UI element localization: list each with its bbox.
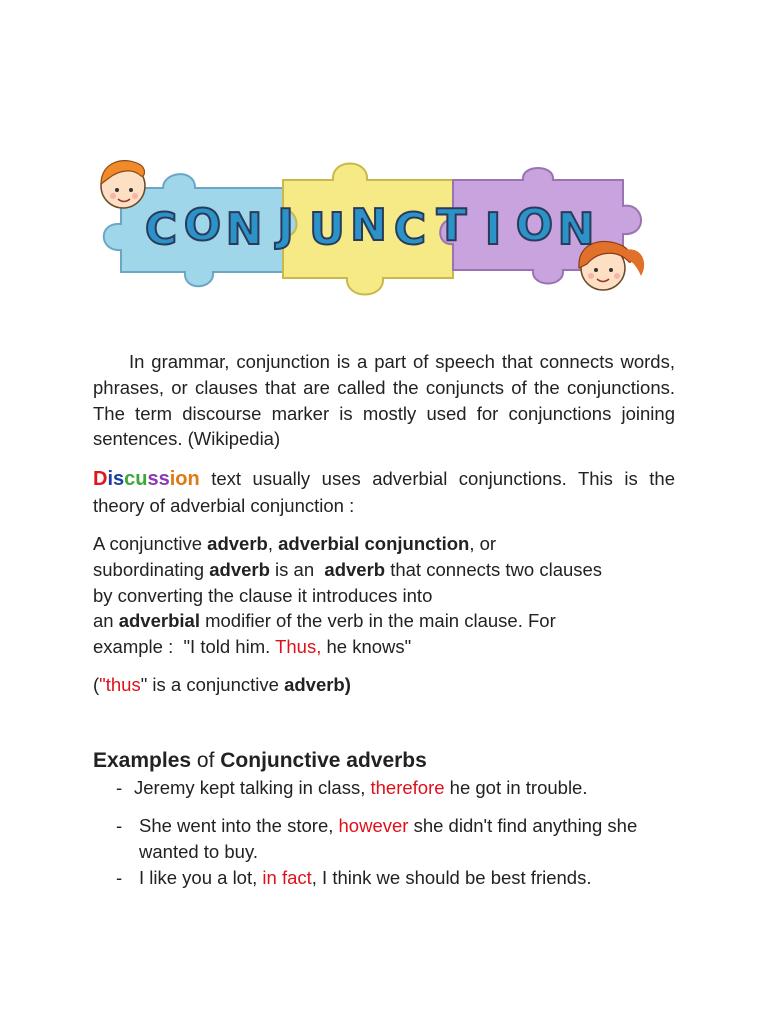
bold-term: adverb <box>207 533 268 554</box>
text: an <box>93 610 119 632</box>
discussion-letter: n <box>187 468 200 490</box>
text: " is a conjunctive <box>140 674 285 695</box>
text: , or <box>469 533 497 554</box>
bold-term: adverb <box>209 558 270 580</box>
discussion-letter: s <box>113 468 125 490</box>
discussion-paragraph <box>93 466 675 519</box>
list-item <box>116 775 676 801</box>
text: , I think we should be best friends. <box>311 867 592 888</box>
banner-letter: T <box>436 200 467 251</box>
highlight-word: "thus <box>99 674 141 695</box>
bold-term: adverb) <box>284 674 351 695</box>
banner-title <box>145 200 595 255</box>
text: ( <box>93 674 100 695</box>
banner-letter: C <box>393 204 427 255</box>
text: She went into the store, <box>139 815 339 836</box>
heading-bold: Conjunctive adverbs <box>220 749 427 772</box>
banner-letter: O <box>183 200 222 251</box>
intro-text: In grammar, conjunction is a part of speech that connects words, phrases, or clauses that are called the conjuncts of the conjunctions. The term discourse marker is mostly used for conjunctions joining sentences. (Wikipedia) <box>93 351 675 450</box>
text: subordinating <box>93 558 210 580</box>
highlight-word: however <box>338 815 409 836</box>
theory-paragraph <box>93 531 675 660</box>
list-dash: - <box>116 815 123 836</box>
boy-cartoon <box>101 161 145 208</box>
discussion-letter: s <box>147 468 159 490</box>
discussion-letter: i <box>107 468 114 490</box>
note-paragraph <box>93 672 675 698</box>
bold-term: adverb <box>324 558 386 580</box>
text: by converting the clause it introduces into <box>93 584 433 606</box>
heading-bold: Examples <box>93 749 192 772</box>
list-item <box>116 813 676 865</box>
text: , <box>267 533 279 554</box>
discussion-letter: s <box>158 468 170 490</box>
discussion-letter: i <box>169 468 176 490</box>
discussion-letter: o <box>175 468 188 490</box>
conjunction-banner <box>93 150 649 305</box>
list-item <box>116 865 676 891</box>
discussion-letter: c <box>124 468 136 490</box>
discussion-letter: u <box>135 468 148 490</box>
text: that connects two clauses <box>385 558 603 580</box>
banner-letter: U <box>309 204 345 255</box>
banner-letter: C <box>144 204 178 255</box>
text: modifier of the verb in the main clause. For <box>199 610 556 632</box>
examples-heading <box>93 747 427 775</box>
list-dash: - <box>116 867 123 888</box>
text: he knows" <box>321 636 412 658</box>
text: is an <box>269 558 325 580</box>
bold-term: adverbial <box>118 610 200 632</box>
banner-letter: J <box>277 200 294 251</box>
text: example : "I told him. <box>93 636 276 658</box>
text: A conjunctive <box>93 533 208 554</box>
banner-letter: N <box>225 204 263 255</box>
text: Jeremy kept talking in class, <box>134 777 371 798</box>
discussion-letter: D <box>93 468 108 490</box>
banner-letter: O <box>515 200 554 251</box>
highlight-word: therefore <box>370 777 445 798</box>
highlight-word: in fact <box>262 867 312 888</box>
text: she didn't find anything she wanted to buy. <box>139 815 638 862</box>
banner-letter: N <box>350 200 387 251</box>
text: he got in trouble. <box>444 777 588 798</box>
banner-letter: I <box>484 204 502 255</box>
bold-term: adverbial conjunction <box>278 533 470 554</box>
text: I like you a lot, <box>139 867 263 888</box>
discussion-rest: text usually uses adverbial conjunctions. This is the theory of adverbial conjunction : <box>93 468 675 516</box>
banner-letter: N <box>557 204 595 255</box>
list-dash: - <box>116 777 123 798</box>
discussion-word <box>93 468 200 490</box>
intro-paragraph <box>93 349 675 452</box>
highlight-word: Thus, <box>275 636 322 658</box>
heading-text: of <box>191 749 221 772</box>
